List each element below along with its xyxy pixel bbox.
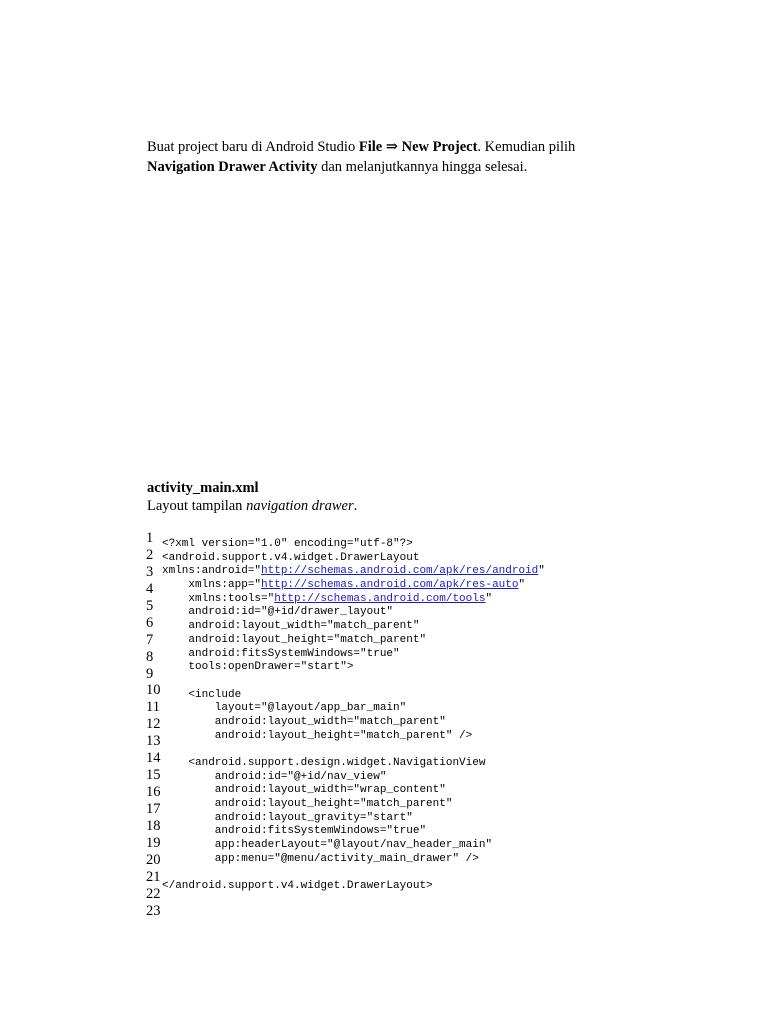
description-italic: navigation drawer bbox=[246, 498, 354, 514]
section-filename: activity_main.xml bbox=[147, 480, 259, 496]
code-line bbox=[162, 743, 545, 757]
intro-paragraph bbox=[147, 137, 707, 177]
line-number: 19 bbox=[146, 834, 161, 851]
code-line: <include bbox=[162, 688, 242, 701]
description-prefix: Layout tampilan bbox=[147, 498, 247, 514]
schema-link-res-auto[interactable]: http://schemas.android.com/apk/res-auto bbox=[261, 579, 519, 592]
line-number: 14 bbox=[146, 750, 161, 767]
line-number: 17 bbox=[146, 801, 161, 817]
code-text: xmlns:tools=" bbox=[162, 592, 275, 605]
code-line: app:menu="@menu/activity_main_drawer" /> bbox=[162, 852, 479, 865]
code-line: <android.support.v4.widget.DrawerLayout bbox=[162, 551, 420, 564]
line-number: 6 bbox=[146, 614, 154, 631]
intro-text-1: Buat project baru di Android Studio bbox=[147, 139, 359, 155]
code-line: android:layout_height="match_parent" bbox=[162, 633, 427, 646]
code-line: tools:openDrawer="start"> bbox=[162, 661, 354, 674]
code-line bbox=[162, 593, 545, 607]
code-text: " bbox=[538, 565, 545, 578]
code-line: <?xml version="1.0" encoding="utf-8"?> bbox=[162, 538, 413, 550]
code-line bbox=[162, 675, 545, 689]
code-text: xmlns:app=" bbox=[162, 579, 262, 592]
code-block bbox=[162, 538, 545, 894]
code-line: android:layout_height="match_parent" /> bbox=[162, 729, 473, 742]
line-number: 8 bbox=[146, 648, 154, 665]
line-number: 23 bbox=[146, 902, 161, 919]
code-text: xmlns:android=" bbox=[162, 565, 262, 578]
intro-bold-activity: Navigation Drawer Activity bbox=[147, 159, 318, 175]
line-number: 18 bbox=[146, 817, 161, 834]
line-number: 20 bbox=[146, 851, 161, 868]
line-number: 9 bbox=[146, 665, 154, 682]
code-line: android:layout_width="wrap_content" bbox=[162, 784, 446, 797]
section-description bbox=[147, 496, 357, 516]
line-number: 4 bbox=[146, 580, 154, 597]
line-number: 22 bbox=[146, 885, 161, 902]
code-line: </android.support.v4.widget.DrawerLayout> bbox=[162, 880, 433, 893]
code-line: <android.support.design.widget.NavigationView bbox=[162, 757, 486, 769]
code-line: android:id="@+id/drawer_layout" bbox=[162, 606, 394, 619]
line-number: 21 bbox=[146, 868, 161, 885]
code-line: android:id="@+id/nav_view" bbox=[162, 770, 387, 783]
line-number: 16 bbox=[146, 784, 161, 801]
intro-text-3: dan melanjutkannya hingga selesai. bbox=[317, 159, 528, 175]
code-line: android:layout_width="match_parent" bbox=[162, 715, 446, 728]
line-number: 10 bbox=[146, 682, 161, 699]
line-number: 12 bbox=[146, 716, 161, 733]
code-line: android:fitsSystemWindows="true" bbox=[162, 825, 427, 838]
code-line bbox=[162, 579, 545, 593]
intro-text-2: . Kemudian pilih bbox=[477, 139, 576, 155]
line-number: 2 bbox=[146, 546, 154, 563]
code-line: app:headerLayout="@layout/nav_header_main" bbox=[162, 839, 493, 852]
code-line: android:layout_width="match_parent" bbox=[162, 620, 420, 633]
line-number: 11 bbox=[146, 699, 160, 716]
code-text: " bbox=[485, 592, 493, 605]
line-number: 13 bbox=[146, 733, 161, 750]
intro-bold-menu-path: File ⇒ New Project bbox=[358, 139, 478, 155]
code-line: layout="@layout/app_bar_main" bbox=[162, 702, 407, 715]
schema-link-tools[interactable]: http://schemas.android.com/tools bbox=[274, 592, 486, 605]
line-number: 5 bbox=[146, 597, 154, 614]
code-text: " bbox=[518, 579, 526, 592]
line-number: 7 bbox=[146, 631, 154, 648]
line-number-gutter bbox=[146, 530, 162, 920]
line-number: 3 bbox=[146, 563, 154, 580]
line-number: 1 bbox=[146, 530, 154, 546]
code-line: android:layout_height="match_parent" bbox=[162, 798, 453, 811]
line-number: 15 bbox=[146, 767, 161, 784]
code-line bbox=[162, 565, 545, 579]
schema-link-android[interactable]: http://schemas.android.com/apk/res/android bbox=[261, 565, 539, 578]
code-line: android:layout_gravity="start" bbox=[162, 811, 413, 824]
code-line bbox=[162, 867, 545, 881]
description-suffix: . bbox=[353, 498, 358, 514]
code-line: android:fitsSystemWindows="true" bbox=[162, 647, 400, 660]
